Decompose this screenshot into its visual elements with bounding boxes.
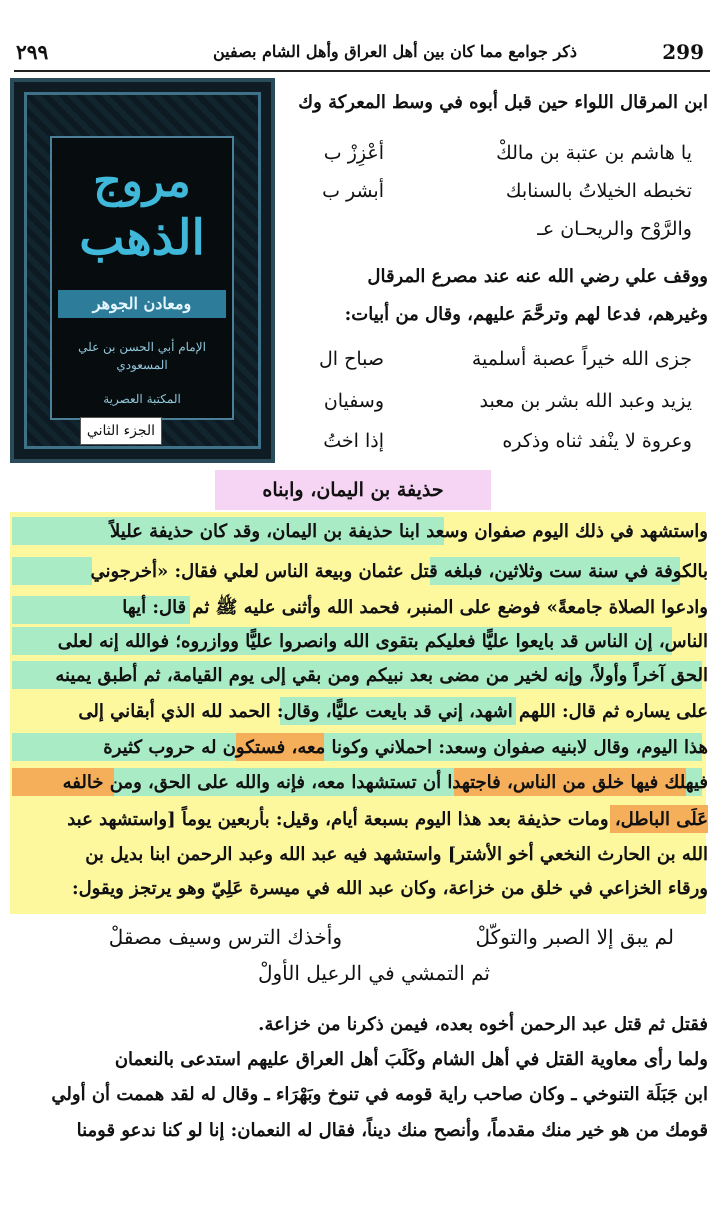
body-line: فيهلك فيها خلق من الناس، فاجتهدا أن تستشهدا معه، فإنه والله على الحق، ومن خالفه (62, 772, 708, 793)
cover-volume-label: الجزء الثاني (80, 417, 162, 445)
cover-publisher: المكتبة العصرية (103, 392, 181, 406)
cover-author-line1: الإمام أبي الحسن بن علي (78, 340, 206, 354)
poem-line: أبشر ب (322, 180, 384, 202)
running-title: ذكر جوامع مما كان بين أهل العراق وأهل الشام بصفين (212, 42, 578, 61)
section-title: حذيفة بن اليمان، وابناه (215, 470, 491, 510)
body-line: الحق آخراً وأولاً، وإنه لخير من مضى بعد نبيكم ومن بقي إلى يوم القيامة، ثم أطبق يمينه (55, 665, 708, 686)
poem-line: يا هاشم بن عتبة بن مالكْ (496, 142, 692, 164)
cover-author-line2: المسعودي (116, 358, 168, 372)
poem-line: تخبطه الخيلاتُ بالسنابك (505, 180, 692, 202)
poem-line: والرَّوْح والريحـان عـ (537, 218, 692, 240)
text-line: ووقف علي رضي الله عنه عند مصرع المرقال (367, 266, 708, 287)
verse-line: وأخذك الترس وسيف مصقلْ (108, 925, 342, 949)
body-line: الله بن الحارث النخعي أخو الأشتر] واستشهد فيه عبد الله وعبد الرحمن ابنا بديل بن (85, 844, 708, 865)
body-line: قومك من هو خير منك مقدماً، وأنصح منك ديناً، فقال له النعمان: إنا لو كنا ندعو قومنا (76, 1120, 708, 1141)
header-rule (14, 70, 710, 72)
poem-line: أعْزِزْ ب (323, 142, 384, 164)
poem-line: صباح ال (318, 348, 384, 370)
body-line: الناس، إن الناس قد بايعوا عليًّا فعليكم بتقوى الله وانصروا عليًّا ووازروه؛ فوالله إنه لعلى (57, 631, 708, 652)
poem-line: يزيد وعبد الله بشر بن معبد (479, 390, 692, 412)
cover-author (52, 338, 232, 374)
body-line: بالكوفة في سنة ست وثلاثين، فبلغه قتل عثمان وبيعة الناس لعلي فقال: «أخرجوني (90, 561, 708, 582)
poem-line: إذا اختُ (323, 430, 384, 452)
body-line: ولما رأى معاوية القتل في أهل الشام وكَلَبَ أهل العراق عليهم استدعى بالنعمان (114, 1049, 708, 1070)
text-line: وغيرهم، فدعا لهم وترحَّمَ عليهم، وقال من أبيات: (344, 304, 708, 325)
text-line: ابن المرقال اللواء حين قبل أبوه في وسط المعركة وك (298, 92, 708, 113)
body-line: ابن جَبَلَة التنوخي ـ وكان صاحب راية قومه في تنوخ وبَهْرَاء ـ وقال له لقد هممت أن أولي (51, 1084, 708, 1105)
cover-title-line1: مروج (93, 156, 191, 207)
page-number-latin: 299 (662, 40, 704, 64)
body-line: على يساره ثم قال: اللهم اشهد، إني قد بايعت عليًّا، وقال: الحمد لله الذي أبقاني إلى (78, 701, 708, 722)
body-line: فقتل ثم قتل عبد الرحمن أخوه بعده، فيمن ذكرنا من خزاعة. (258, 1014, 708, 1035)
page-number-arabic: ٢٩٩ (16, 40, 49, 64)
verse-line: لم يبق إلا الصبر والتوكّلْ (475, 925, 674, 949)
cover-title-line2: الذهب (79, 210, 205, 266)
body-line: ورقاء الخزاعي في خلق من خزاعة، وكان عبد الله في ميسرة عَلِيّ وهو يرتجز ويقول: (71, 878, 708, 899)
poem-line: وسفيان (323, 390, 384, 412)
poem-line: جزى الله خيراً عصبة أسلمية (471, 348, 692, 370)
cover-panel (50, 136, 234, 420)
body-line: واستشهد في ذلك اليوم صفوان وسعد ابنا حذيفة بن اليمان، وقد كان حذيفة عليلاً (110, 521, 708, 542)
poem-line: وعروة لا ينْفد ثناه وذكره (502, 430, 692, 452)
cover-subtitle: ومعادن الجوهر (58, 290, 226, 318)
verse-line: ثم التمشي في الرعيل الأولْ (257, 961, 490, 985)
body-line: هذا اليوم، وقال لابنيه صفوان وسعد: احملاني وكونا معه، فستكون له حروب كثيرة (103, 737, 708, 758)
book-cover-image (10, 78, 275, 463)
body-line: وادعوا الصلاة جامعةً» فوضع على المنبر، فحمد الله وأثنى عليه ﷺ ثم قال: أيها (122, 597, 708, 618)
body-line: عَلَى الباطل، ومات حذيفة بعد هذا اليوم بسبعة أيام، وقيل: بأربعين يوماً [واستشهد عبد (67, 809, 708, 830)
